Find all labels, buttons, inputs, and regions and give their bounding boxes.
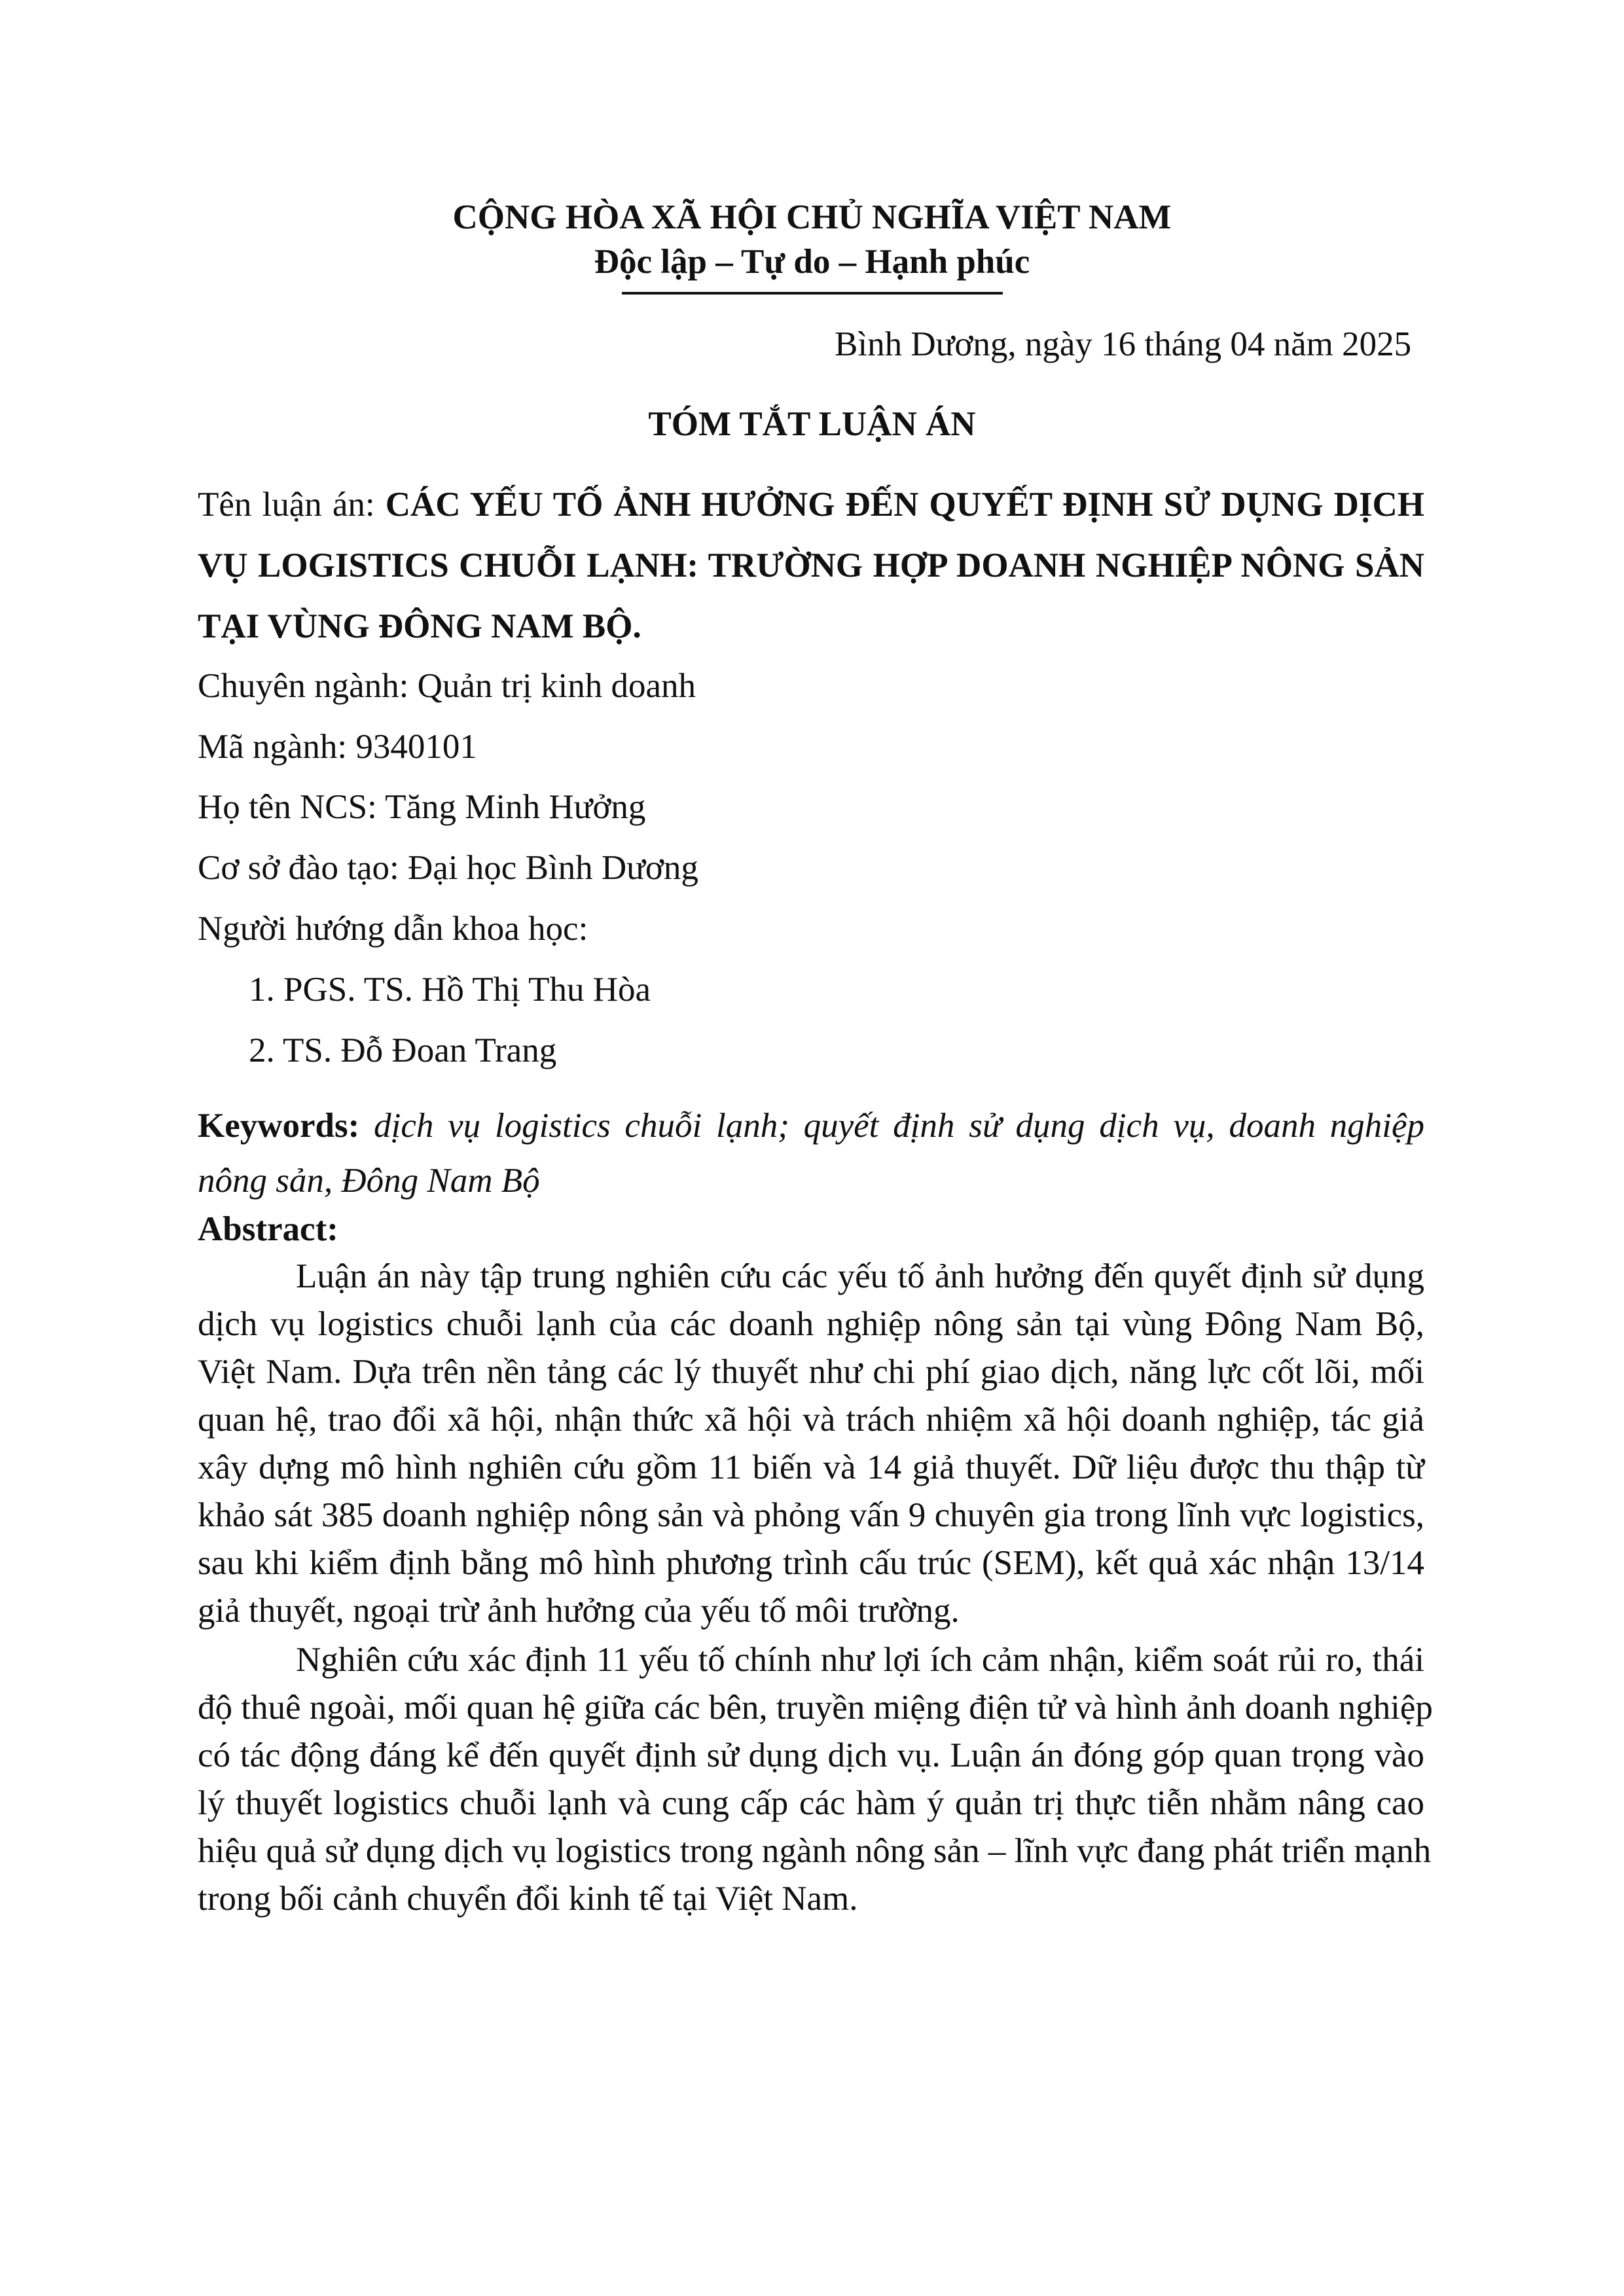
abstract-line: hiệu quả sử dụng dịch vụ logistics trong ngành nông sản – lĩnh vực đang phát triển mạnh bbox=[198, 1832, 1432, 1870]
date-line: Bình Dương, ngày 16 tháng 04 năm 2025 bbox=[835, 325, 1412, 363]
thesis-label: Tên luận án: bbox=[198, 486, 386, 524]
motto: Độc lập – Tự do – Hạnh phúc bbox=[594, 243, 1030, 281]
abstract-line: lý thuyết logistics chuỗi lạnh và cung cấp các hàm ý quản trị thực tiễn nhằm nâng cao bbox=[198, 1784, 1424, 1822]
abstract-line: giả thuyết, ngoại trừ ảnh hưởng của yếu tố môi trường. bbox=[198, 1592, 960, 1630]
doc-title: TÓM TẮT LUẬN ÁN bbox=[648, 405, 976, 443]
thesis-title-line-3: TẠI VÙNG ĐÔNG NAM BỘ. bbox=[198, 607, 641, 645]
abstract-line: xây dựng mô hình nghiên cứu gồm 11 biến và 14 giả thuyết. Dữ liệu được thu thập từ bbox=[198, 1448, 1424, 1486]
keywords-label: Keywords: bbox=[198, 1107, 374, 1145]
keywords-text-1: dịch vụ logistics chuỗi lạnh; quyết định sử dụng dịch vụ, doanh nghiệp bbox=[374, 1107, 1424, 1145]
abstract-label: Abstract: bbox=[198, 1210, 338, 1248]
advisor-item: 2. TS. Đỗ Đoan Trang bbox=[249, 1031, 557, 1069]
advisors-label: Người hướng dẫn khoa học: bbox=[198, 910, 588, 948]
keywords-line-1 bbox=[198, 1109, 1424, 1143]
abstract-line: quan hệ, trao đổi xã hội, nhận thức xã hội và trách nhiệm xã hội doanh nghiệp, tác giả bbox=[198, 1401, 1424, 1439]
thesis-title-line-1 bbox=[198, 488, 1424, 522]
abstract-line: dịch vụ logistics chuỗi lạnh của các doanh nghiệp nông sản tại vùng Đông Nam Bộ, bbox=[198, 1305, 1424, 1343]
institution: Cơ sở đào tạo: Đại học Bình Dương bbox=[198, 849, 698, 887]
abstract-line: Luận án này tập trung nghiên cứu các yếu tố ảnh hưởng đến quyết định sử dụng bbox=[296, 1257, 1424, 1295]
abstract-line: sau khi kiểm định bằng mô hình phương trình cấu trúc (SEM), kết quả xác nhận 13/14 bbox=[198, 1544, 1424, 1582]
header-divider bbox=[622, 292, 1003, 295]
abstract-line: có tác động đáng kể đến quyết định sử dụng dịch vụ. Luận án đóng góp quan trọng vào bbox=[198, 1736, 1424, 1774]
major: Chuyên ngành: Quản trị kinh doanh bbox=[198, 667, 696, 705]
thesis-title-part-1: CÁC YẾU TỐ ẢNH HƯỞNG ĐẾN QUYẾT ĐỊNH SỬ DỤNG DỊCH bbox=[385, 486, 1424, 524]
keywords-line-2: nông sản, Đông Nam Bộ bbox=[198, 1162, 540, 1200]
abstract-line: Nghiên cứu xác định 11 yếu tố chính như lợi ích cảm nhận, kiểm soát rủi ro, thái bbox=[296, 1641, 1424, 1679]
major-code: Mã ngành: 9340101 bbox=[198, 728, 477, 766]
thesis-title-line-2: VỤ LOGISTICS CHUỖI LẠNH: TRƯỜNG HỢP DOANH NGHIỆP NÔNG SẢN bbox=[198, 547, 1424, 584]
abstract-line: khảo sát 385 doanh nghiệp nông sản và phỏng vấn 9 chuyên gia trong lĩnh vực logistics, bbox=[198, 1496, 1424, 1534]
country-header: CỘNG HÒA XÃ HỘI CHỦ NGHĨA VIỆT NAM bbox=[452, 198, 1172, 236]
abstract-line: Việt Nam. Dựa trên nền tảng các lý thuyết như chi phí giao dịch, năng lực cốt lõi, mối bbox=[198, 1353, 1424, 1391]
abstract-line: độ thuê ngoài, mối quan hệ giữa các bên, truyền miệng điện tử và hình ảnh doanh nghiệp bbox=[198, 1689, 1433, 1727]
advisor-item: 1. PGS. TS. Hồ Thị Thu Hòa bbox=[249, 971, 651, 1009]
abstract-line: trong bối cảnh chuyển đổi kinh tế tại Việt Nam. bbox=[198, 1880, 858, 1918]
candidate-name: Họ tên NCS: Tăng Minh Hưởng bbox=[198, 788, 646, 826]
